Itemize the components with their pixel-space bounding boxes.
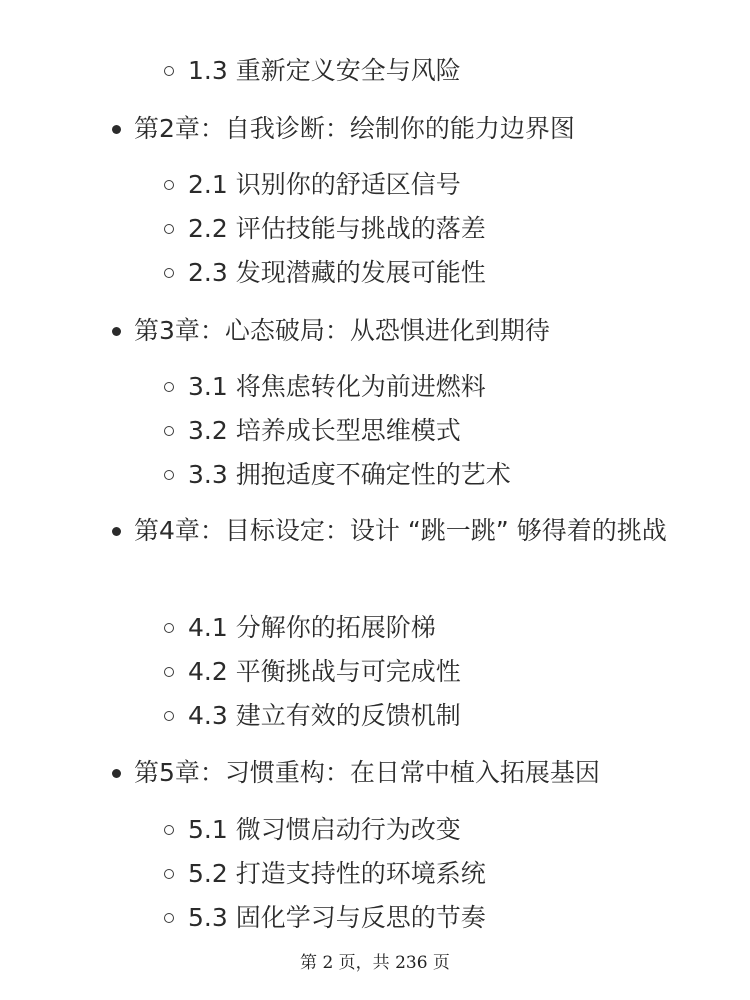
page-number-footer: 第 2 页，共 236 页 (300, 953, 450, 973)
toc-section-3-2 (188, 409, 461, 453)
toc-section-label: 3.1 将焦虑转化为前进燃料 (188, 372, 486, 401)
toc-section-label: 3.3 拥抱适度不确定性的艺术 (188, 460, 511, 489)
toc-chapter-4 (134, 509, 674, 553)
toc-section-4-1 (188, 606, 436, 650)
toc-section-label: 4.1 分解你的拓展阶梯 (188, 613, 436, 642)
hollow-bullet-icon (164, 470, 174, 480)
toc-section-5-2 (188, 852, 486, 896)
toc-section-4-3 (188, 694, 461, 738)
toc-section-label: 2.2 评估技能与挑战的落差 (188, 214, 486, 243)
toc-section-label: 5.1 微习惯启动行为改变 (188, 815, 461, 844)
hollow-bullet-icon (164, 180, 174, 190)
hollow-bullet-icon (164, 224, 174, 234)
filled-bullet-icon (112, 327, 121, 336)
toc-chapter-label: 第5章：习惯重构：在日常中植入拓展基因 (134, 758, 600, 787)
toc-section-5-1 (188, 808, 461, 852)
toc-chapter-3 (134, 309, 550, 353)
filled-bullet-icon (112, 769, 121, 778)
toc-section-label: 2.1 识别你的舒适区信号 (188, 170, 461, 199)
toc-chapter-5 (134, 751, 600, 795)
toc-chapter-2 (134, 107, 575, 151)
filled-bullet-icon (112, 527, 121, 536)
toc-chapter-label: 第3章：心态破局：从恐惧进化到期待 (134, 316, 550, 345)
toc-section-2-1 (188, 163, 461, 207)
toc-section-label: 4.2 平衡挑战与可完成性 (188, 657, 461, 686)
toc-section-label: 2.3 发现潜藏的发展可能性 (188, 258, 486, 287)
hollow-bullet-icon (164, 825, 174, 835)
toc-section-label: 4.3 建立有效的反馈机制 (188, 701, 461, 730)
toc-chapter-label: 第2章：自我诊断：绘制你的能力边界图 (134, 114, 575, 143)
toc-section-4-2 (188, 650, 461, 694)
toc-chapter-label: 第4章：目标设定：设计 “跳一跳” 够得着的挑战 (134, 516, 667, 545)
toc-section-2-2 (188, 207, 486, 251)
toc-section-1-3 (188, 49, 461, 93)
hollow-bullet-icon (164, 426, 174, 436)
toc-section-3-1 (188, 365, 486, 409)
toc-section-5-3 (188, 896, 486, 940)
hollow-bullet-icon (164, 667, 174, 677)
hollow-bullet-icon (164, 869, 174, 879)
hollow-bullet-icon (164, 913, 174, 923)
toc-section-label: 5.2 打造支持性的环境系统 (188, 859, 486, 888)
hollow-bullet-icon (164, 268, 174, 278)
toc-section-label: 1.3 重新定义安全与风险 (188, 56, 461, 85)
hollow-bullet-icon (164, 66, 174, 76)
hollow-bullet-icon (164, 382, 174, 392)
toc-section-label: 3.2 培养成长型思维模式 (188, 416, 461, 445)
toc-section-label: 5.3 固化学习与反思的节奏 (188, 903, 486, 932)
hollow-bullet-icon (164, 711, 174, 721)
hollow-bullet-icon (164, 623, 174, 633)
filled-bullet-icon (112, 125, 121, 134)
toc-section-3-3 (188, 453, 511, 497)
toc-section-2-3 (188, 251, 486, 295)
